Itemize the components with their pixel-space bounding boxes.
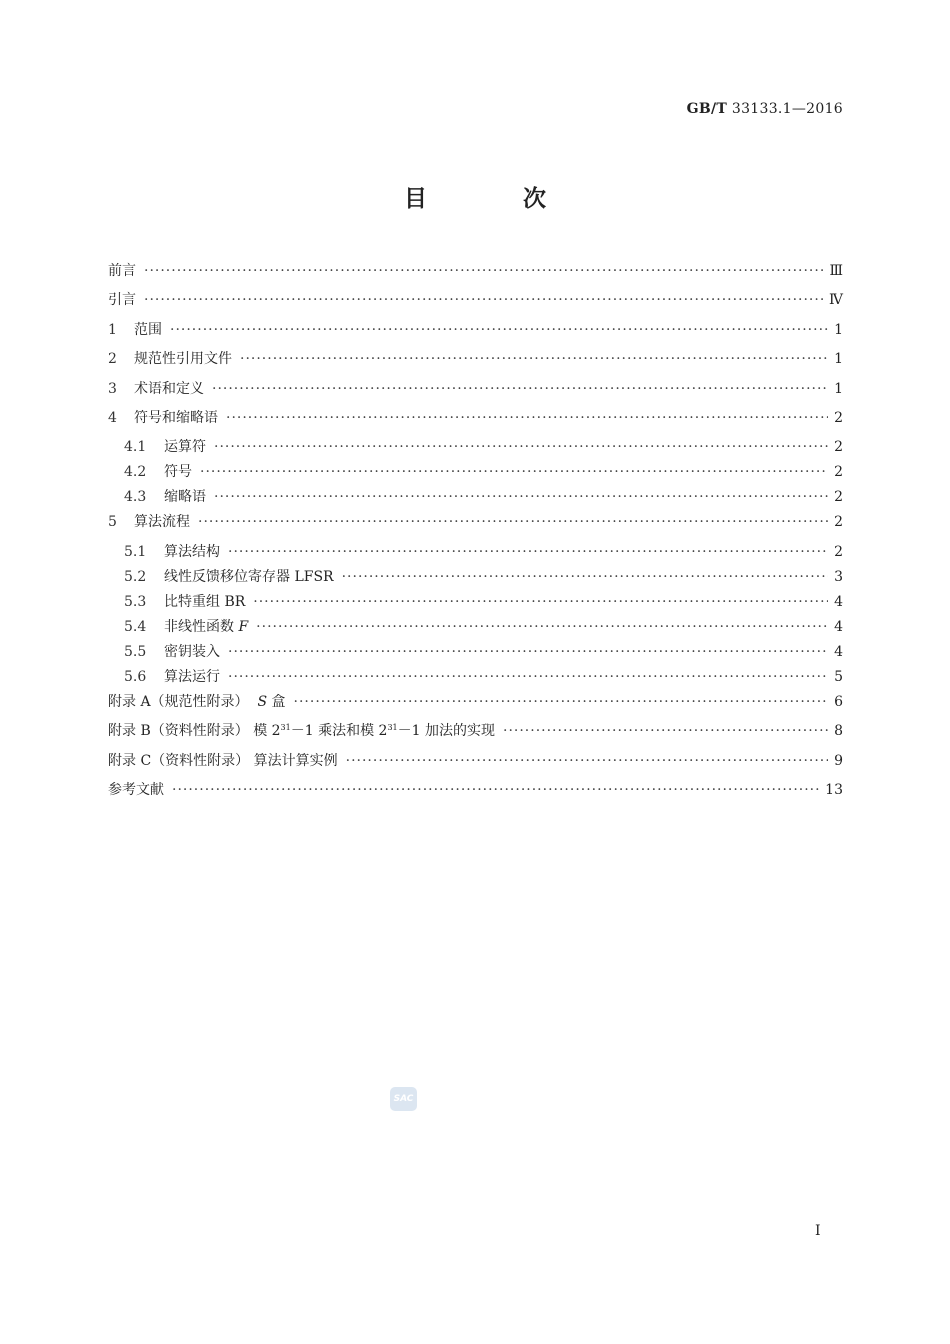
toc-leader <box>342 569 828 585</box>
toc-entry-label: 符号和缩略语 <box>134 409 218 426</box>
toc-label-superscript: 31 <box>280 723 291 733</box>
toc-leader <box>226 410 828 426</box>
toc-leader <box>253 594 828 610</box>
toc-entry-annex-c[interactable] <box>108 750 843 779</box>
standard-number <box>687 101 843 117</box>
toc-entry-number: 4.1 <box>124 439 147 456</box>
toc-label-italic: S <box>257 693 268 710</box>
page-number: I <box>815 1223 821 1239</box>
toc-page-number: 2 <box>834 464 843 481</box>
toc-entry-number: 5.2 <box>124 568 147 585</box>
standard-prefix: GB/T <box>686 101 728 117</box>
toc-entry-introduction[interactable] <box>108 289 843 318</box>
toc-entry-number: 4 <box>108 409 117 426</box>
toc-entry-annex-b[interactable] <box>108 720 843 749</box>
toc-entry-5-5[interactable] <box>108 641 843 666</box>
table-of-contents <box>108 260 843 808</box>
toc-entry-4-2[interactable] <box>108 461 843 486</box>
toc-entry-5-6[interactable] <box>108 666 843 691</box>
toc-page-number: 13 <box>825 781 843 798</box>
toc-entry-label: 算法运行 <box>164 668 220 685</box>
toc-page-number: 1 <box>834 351 843 368</box>
toc-entry-number: 3 <box>108 380 117 397</box>
toc-entry-label: 运算符 <box>164 439 206 456</box>
toc-entry-label: 参考文献 <box>108 781 164 798</box>
toc-entry-5-1[interactable] <box>108 541 843 566</box>
toc-label-tail: 盒 <box>271 693 286 710</box>
toc-entry-4-1[interactable] <box>108 436 843 461</box>
toc-entry-label: 引言 <box>108 292 136 309</box>
toc-leader <box>228 544 828 560</box>
toc-entry-label: 附录 C（资料性附录） 算法计算实例 <box>108 752 338 769</box>
toc-page-number: 2 <box>834 439 843 456</box>
toc-entry-number: 5.5 <box>124 643 147 660</box>
toc-entry-1[interactable] <box>108 319 843 348</box>
toc-entry-bibliography[interactable] <box>108 779 843 808</box>
toc-entry-number: 5.1 <box>124 543 147 560</box>
toc-label-italic: F <box>238 618 249 635</box>
toc-entry-number: 5.3 <box>124 593 147 610</box>
toc-label-part-c: －1 加法的实现 <box>397 723 495 740</box>
toc-leader <box>346 753 828 769</box>
toc-leader <box>240 351 828 367</box>
toc-page-number: 2 <box>834 543 843 560</box>
toc-page-number: 5 <box>834 668 843 685</box>
toc-entry-3[interactable] <box>108 378 843 407</box>
toc-entry-5-4[interactable] <box>108 616 843 641</box>
toc-label-part-a: 附录 B（资料性附录） 模 2 <box>108 723 281 740</box>
page-title: 目 次 <box>403 185 590 212</box>
sac-watermark-logo: SAC <box>390 1087 417 1111</box>
toc-entry-4-3[interactable] <box>108 486 843 511</box>
toc-entry-number: 5.6 <box>124 668 147 685</box>
toc-leader <box>228 644 828 660</box>
toc-page-number: 8 <box>834 723 843 740</box>
toc-page-number: Ⅳ <box>829 292 843 309</box>
toc-page-number: 2 <box>834 514 843 531</box>
toc-entry-number: 5 <box>108 514 117 531</box>
toc-leader <box>200 464 828 480</box>
toc-page-number: 2 <box>834 489 843 506</box>
toc-entry-label: 算法流程 <box>134 514 190 531</box>
toc-entry-annex-a[interactable] <box>108 691 843 720</box>
toc-leader <box>503 723 828 739</box>
toc-page-number: 1 <box>834 380 843 397</box>
toc-entry-number: 1 <box>108 321 117 338</box>
toc-leader <box>214 489 828 505</box>
toc-page-number: 2 <box>834 409 843 426</box>
toc-entry-foreword[interactable] <box>108 260 843 289</box>
toc-label-superscript: 31 <box>387 723 398 733</box>
toc-entry-label: 缩略语 <box>164 489 206 506</box>
toc-page-number: 6 <box>834 693 843 710</box>
toc-page-number: 1 <box>834 321 843 338</box>
toc-entry-5-3[interactable] <box>108 591 843 616</box>
toc-page-number: 4 <box>834 618 843 635</box>
toc-entry-5[interactable] <box>108 511 843 540</box>
toc-entry-label: 比特重组 BR <box>164 593 246 610</box>
toc-page-number: Ⅲ <box>829 263 843 279</box>
toc-entry-label: 前言 <box>108 263 136 279</box>
toc-leader <box>170 322 828 338</box>
toc-entry-5-2[interactable] <box>108 566 843 591</box>
toc-entry-number: 4.2 <box>124 464 147 481</box>
toc-leader <box>212 381 828 397</box>
toc-entry-label: 线性反馈移位寄存器 LFSR <box>164 568 334 585</box>
toc-leader <box>214 439 828 455</box>
toc-page-number: 3 <box>834 568 843 585</box>
toc-entry-label: 规范性引用文件 <box>134 351 232 368</box>
toc-entry-number: 4.3 <box>124 489 147 506</box>
toc-leader <box>172 782 819 798</box>
toc-entry-4[interactable] <box>108 407 843 436</box>
toc-entry-label: 范围 <box>134 321 162 338</box>
toc-label-text: 附录 A（规范性附录） <box>108 693 249 710</box>
toc-leader <box>294 694 829 710</box>
toc-page-number: 4 <box>834 643 843 660</box>
toc-label-part-b: －1 乘法和模 2 <box>290 723 388 740</box>
toc-entry-label: 密钥装入 <box>164 643 220 660</box>
toc-leader <box>256 619 828 635</box>
toc-leader <box>144 263 823 279</box>
toc-entry-label <box>108 691 294 711</box>
toc-entry-label: 符号 <box>164 464 192 481</box>
toc-leader <box>228 669 828 685</box>
toc-entry-label <box>164 616 256 636</box>
toc-entry-number: 2 <box>108 351 117 368</box>
toc-entry-number: 5.4 <box>124 618 147 635</box>
toc-entry-label: 算法结构 <box>164 543 220 560</box>
toc-label-text: 非线性函数 <box>164 618 234 635</box>
toc-leader <box>198 514 828 530</box>
toc-entry-label: 术语和定义 <box>134 380 204 397</box>
toc-page-number: 9 <box>834 752 843 769</box>
toc-entry-label <box>108 720 503 740</box>
toc-leader <box>144 292 823 308</box>
toc-entry-2[interactable] <box>108 348 843 377</box>
standard-code: 33133.1—2016 <box>731 101 843 117</box>
toc-page-number: 4 <box>834 593 843 610</box>
